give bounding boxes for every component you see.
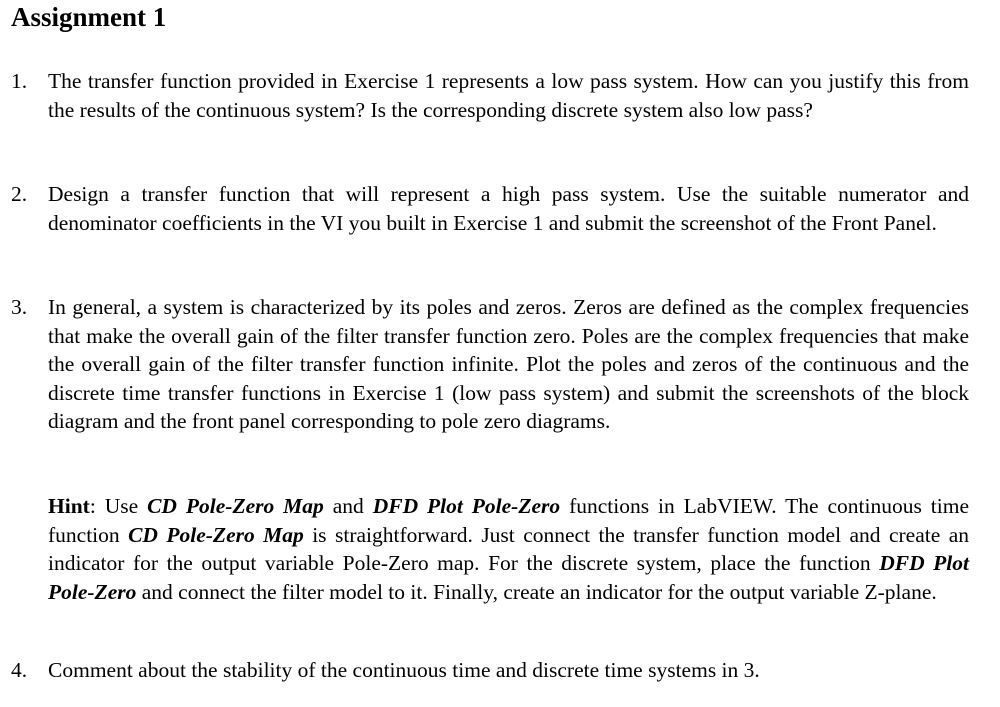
hint-segment: and connect the filter model to it. Finally, create an indicator for the output variable Z-plane. [136,579,937,604]
hint-segment: and [323,494,373,518]
question-number: 1. [11,69,28,93]
function-name-dfd-plot-pole-zero: DFD Plot Pole-Zero [372,494,561,518]
question-text: In general, a system is characterized by its poles and zeros. Zeros are defined as the complex frequencies that make the overall gain of the filter transfer function zero. Poles are the complex frequencies that make the overall gain of the filter transfer function infinite. Plot the poles and zeros of the continuous and the discrete time transfer functions in Exercise 1 (low pass system) and submit the screenshots of the block diagram and the front panel corresponding to pole zero diagrams. [48,295,969,433]
question-4 [11,656,969,685]
hint-text [48,492,969,606]
function-name-cd-pole-zero-map: CD Pole-Zero Map [128,522,304,547]
hint-label: Hint [48,494,90,518]
function-name-cd-pole-zero-map: CD Pole-Zero Map [147,494,324,518]
question-text: Comment about the stability of the continuous time and discrete time systems in 3. [48,658,760,682]
hint-segment: is straightforward. Just connect the transfer function model and create an indicator for the output variable Pole-Zero map. For the discrete system, place the function [48,522,969,575]
question-3 [11,293,969,436]
assignment-title: Assignment 1 [11,2,167,32]
question-number: 4. [11,658,28,682]
function-name-dfd-plot-pole-zero: DFD Plot Pole-Zero [48,551,969,604]
question-text: The transfer function provided in Exercise 1 represents a low pass system. How can you justify this from the results of the continuous system? Is the corresponding discrete system also low pass? [48,69,969,122]
question-text: Design a transfer function that will represent a high pass system. Use the suitable numerator and denominator coefficients in the VI you built in Exercise 1 and submit the screenshot of the Front Panel. [48,182,969,235]
hint-segment: : Use [89,494,148,518]
hint-segment: functions in LabVIEW. The continuous time function [48,494,969,547]
hint-paragraph [11,492,969,606]
question-number: 3. [11,295,28,319]
question-2 [11,180,969,237]
question-number: 2. [11,182,28,206]
question-1 [11,67,969,124]
